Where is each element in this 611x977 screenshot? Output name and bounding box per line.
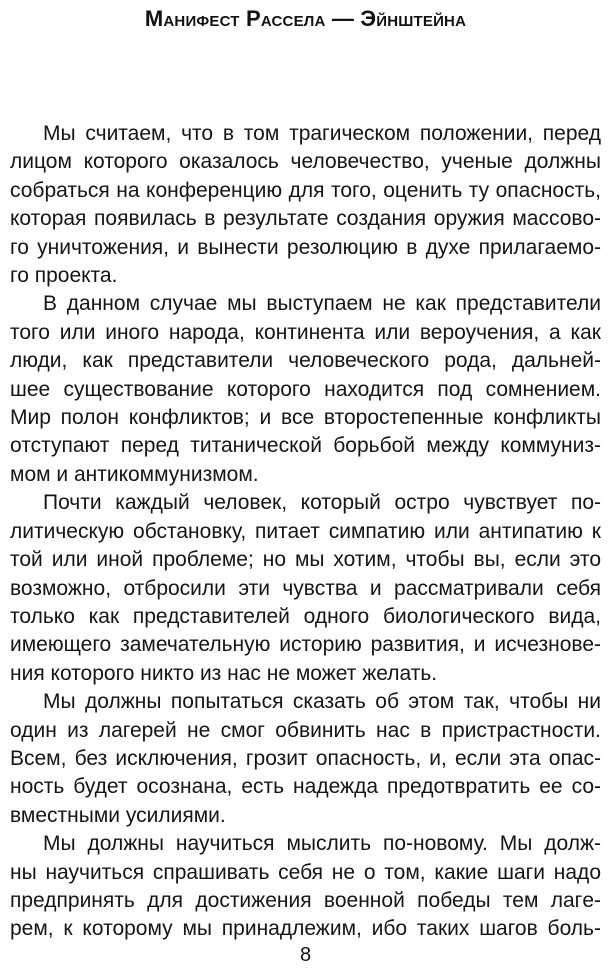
text-line: В данном случае мы выступаем не как представители [43,292,601,316]
text-line: один из лагерей не смог обвинить нас в пристрастности. [10,718,601,742]
body-text [10,120,601,944]
paragraph [10,120,601,290]
text-line: возможно, отбросили эти чувства и рассматривали себя [10,576,601,600]
text-line: лицом которого оказалось человечество, ученые должны [10,150,601,174]
text-line: мом и антикоммунизмом. [10,462,259,486]
text-line: ность будет осознана, есть надежда предотвратить ее со- [10,775,601,799]
text-line: Мы должны научиться мыслить по-новому. Мы долж- [43,832,601,856]
text-line: отступают перед титанической борьбой между коммуниз- [10,434,601,458]
text-line: го уничтожения, и вынести резолюцию в духе прилагаемо- [10,235,601,259]
text-line: собраться на конференцию для того, оценить ту опасность, [10,178,601,202]
paragraph [10,290,601,489]
text-line: рем, к которому мы принадлежим, ибо таких шагов боль- [10,917,601,941]
text-line: вместными усилиями. [10,803,226,827]
paragraph [10,489,601,688]
text-line: Почти каждый человек, который остро чувствует по- [43,491,601,515]
page-number: 8 [299,944,312,966]
paragraph [10,830,601,944]
text-line: Мы должны попытаться сказать об этом так, чтобы ни [43,690,601,714]
text-line: Мы считаем, что в том трагическом положении, перед [43,122,601,145]
text-line: только как представителей одного биологического вида, [10,604,601,628]
text-line: Мир полон конфликтов; и все второстепенные конфликты [10,406,601,430]
text-line: имеющего замечательную историю развития, и исчезнове- [10,633,601,657]
text-line: литическую обстановку, питает симпатию или антипатию к [10,519,601,543]
text-line: ния которого никто из нас не может желать. [10,661,438,685]
text-line: той или иной проблеме; но мы хотим, чтобы вы, если это [10,548,601,572]
text-line: того или иного народа, континента или вероучения, а как [10,320,601,344]
text-line: ны научиться спрашивать себя не о том, какие шаги надо [10,860,601,884]
text-line: люди, как представители человеческого рода, дальней- [10,349,601,373]
text-line: которая появилась в результате создания оружия массово- [10,207,601,231]
text-line: предпринять для достижения военной победы тем лагe- [10,888,601,912]
text-line: Всем, без исключения, грозит опасность, и, если эта опас- [10,746,601,770]
paragraph [10,688,601,830]
running-head: Манифест Рассела — Эйнштейна [144,6,467,31]
text-line: го проекта. [10,264,118,288]
text-line: шее существование которого находится под сомнением. [10,377,601,401]
